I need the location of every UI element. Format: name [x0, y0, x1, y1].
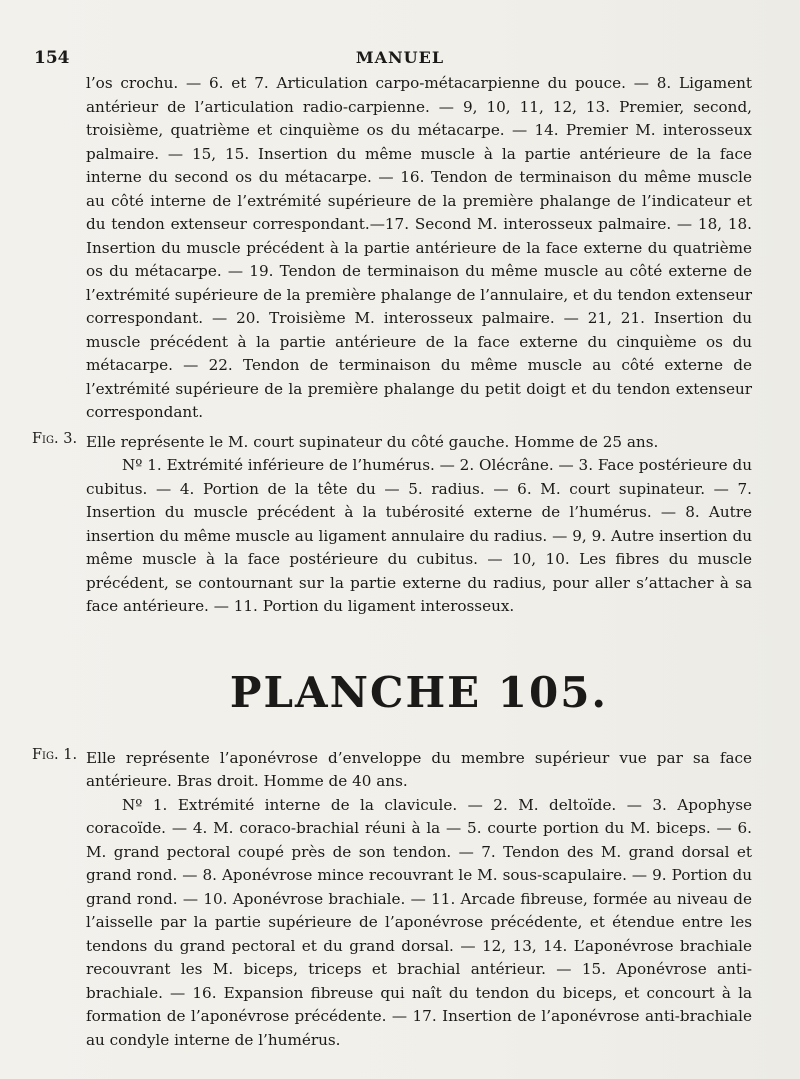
figure-1-caption: Elle représente l’aponévrose d’enveloppe du membre supérieur vue par sa face antérieure. Bras droit. Homme de 40 ans. — [86, 748, 752, 790]
figure-3-label: Fig. 3. — [32, 430, 78, 447]
page-header — [34, 48, 766, 74]
plate-title: PLANCHE 105. — [229, 667, 609, 717]
page-number: 154 — [34, 48, 70, 68]
page-content — [32, 72, 752, 1052]
continuation-paragraph: l’os crochu. — 6. et 7. Articulation carpo-métacarpienne du pouce. — 8. Ligament antérieur de l’articulation radio-carpienne. — 9, 10, 11, 12, 13. Premier, second, troisième, quatrième et cinquième os du métacarpe. — 14. Premier M. interosseux palmaire. — 15, 15. Insertion du même muscle à la partie antérieure de la face interne du second os du métacarpe. — 16. Tendon de terminaison du même muscle au côté interne de l’extrémité supérieure de la première phalange de l’indicateur et du tendon extenseur correspondant.—17. Second M. interosseux palmaire. — 18, 18. Insertion du muscle précédent à la partie antérieure de la face externe du quatrième os du métacarpe. — 19. Tendon de terminaison du même muscle au côté externe de l’extrémité supérieure de la première phalange de l’annulaire, et du tendon extenseur correspondant. — 20. Troisième M. interosseux palmaire. — 21, 21. Insertion du muscle précédent à la partie antérieure de la face externe du cinquième os du métacarpe. — 22. Tendon de terminaison du même muscle au côté externe de l’extrémité supérieure de la première phalange du petit doigt et du tendon extenseur correspondant. — [86, 74, 752, 421]
figure-1-label: Fig. 1. — [32, 746, 78, 763]
figure-3-caption-line — [32, 430, 752, 455]
figure-1-block — [32, 746, 752, 1053]
figure-1-legend: Nº 1. Extrémité interne de la clavicule. — 2. M. deltoïde. — 3. Apophyse coracoïde. — 4. M. coraco-brachial réuni à la — 5. courte portion du M. biceps. — 6. M. grand pectoral coupé près de son tendon. — 7. Tendon des M. grand dorsal et grand rond. — 8. Aponévrose mince recouvrant le M. sous-scapulaire. — 9. Portion du grand rond. — 10. Aponévrose brachiale. — 11. Arcade fibreuse, formée au niveau de l’aisselle par la partie supérieure de l’aponévrose précédente, et étendue entre les tendons du grand pectoral et du grand dorsal. — 12, 13, 14. L’aponévrose brachiale recouvrant les M. biceps, triceps et brachial antérieur. — 15. Aponévrose anti-brachiale. — 16. Expansion fibreuse qui naît du tendon du biceps, et concourt à la formation de l’aponévrose précédente. — 17. Insertion de l’aponévrose anti-brachiale au condyle interne de l’humérus. — [86, 795, 752, 1049]
figure-3-legend: Nº 1. Extrémité inférieure de l’humérus. — 2. Olécrâne. — 3. Face postérieure du cubitus. — 4. Portion de la tête du — 5. radius. — 6. M. court supinateur. — 7. Insertion du muscle précédent à la tubérosité externe de l’humérus. — 8. Autre insertion du même muscle au ligament annulaire du radius. — 9, 9. Autre insertion du même muscle à la face postérieure du cubitus. — 10, 10. Les fibres du muscle précédent, se contournant sur la partie externe du radius, pour aller s’attacher à sa face antérieure. — 11. Portion du ligament interosseux. — [86, 456, 752, 615]
figure-3-block — [32, 430, 752, 619]
figure-1-caption-line — [32, 746, 752, 794]
running-title: MANUEL — [355, 48, 445, 67]
figure-3-caption: Elle représente le M. court supinateur du côté gauche. Homme de 25 ans. — [86, 432, 659, 451]
